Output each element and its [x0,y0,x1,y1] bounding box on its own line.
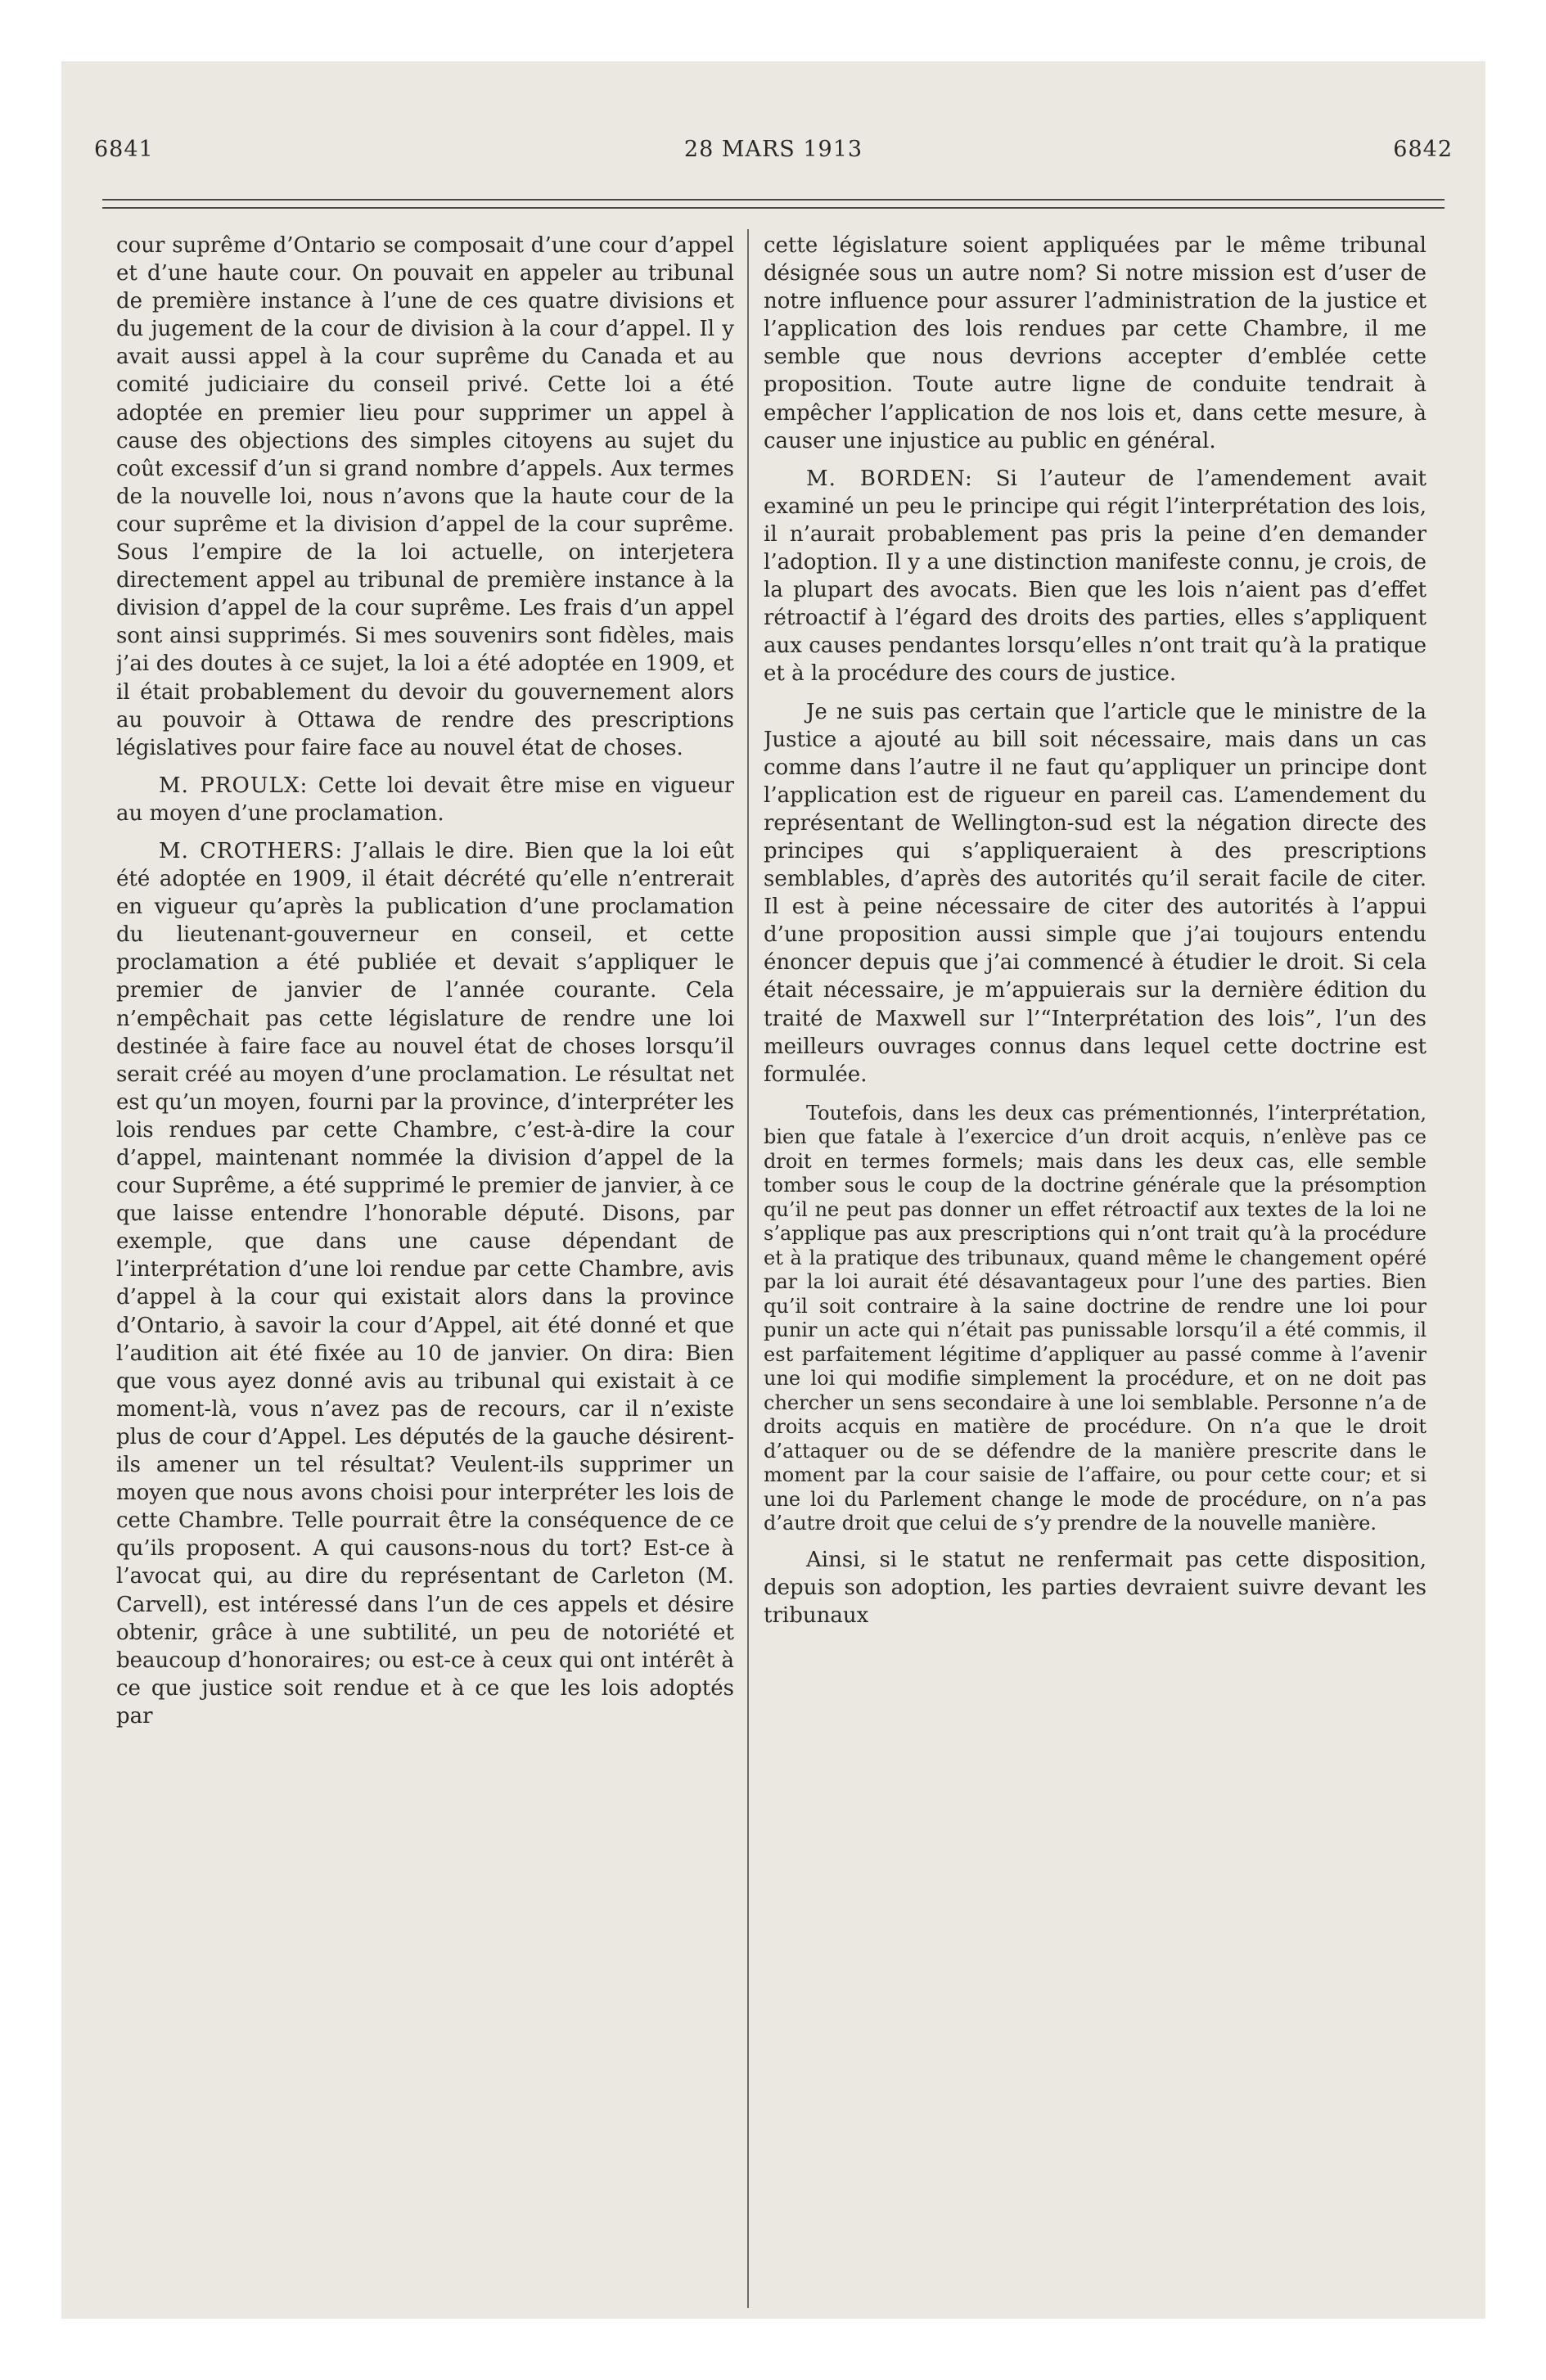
paragraph [764,465,1427,688]
paragraph-text: Je ne suis pas certain que l’article que le ministre de la Justice a ajouté au bill soit nécessaire, mais dans un cas comme dans l’autre il ne faut qu’appliquer un principe dont l’application est de rigueur en pareil cas. L’amendement du représentant de Wellington-sud est la négation directe des principes qui s’appliqueraient à des prescriptions semblables, d’après des autorités qu’il serait facile de citer. Il est à peine nécessaire de citer des autorités à l’appui d’une proposition aussi simple que j’ai toujours entendu énoncer depuis que j’ai commencé à étudier le droit. Si cela était nécessaire, je m’appuierais sur la dernière édition du traité de Maxwell sur l’“Interprétation des lois”, l’un des meilleurs ouvrages connus dans lequel cette doctrine est formulée. [764,699,1427,1087]
document-page [61,61,1485,2319]
page-header [94,137,1453,169]
paragraph [116,772,734,827]
paragraph [764,698,1427,1089]
paragraph [764,232,1427,455]
page-number-right: 6842 [1393,137,1453,162]
speaker-name: M. CROTHERS: [159,838,344,863]
paragraph-text: Si l’auteur de l’amendement avait examiné un peu le principe qui régit l’interprétation des lois, il n’aurait probablement pas pris la peine d’en demander l’adoption. Il y a une distinction manifeste connu, je crois, de la plupart des avocats. Bien que les lois n’aient pas d’effet rétroactif à l’égard des droits des parties, elles s’appliquent aux causes pendantes lorsqu’elles n’ont trait qu’à la pratique et à la procédure des cours de justice. [764,466,1427,687]
speaker-name: M. PROULX: [159,773,309,798]
paragraph-text: J’allais le dire. Bien que la loi eût été adoptée en 1909, il était décrété qu’elle n’entrerait en vigueur qu’après la publication d’une proclamation du lieutenant-gouverneur en conseil, et cette proclamation a été publiée et devait s’appliquer le premier de janvier de l’année courante. Cela n’empêchait pas cette législature de rendre une loi destinée à faire face au nouvel état de choses lorsqu’il serait créé au moyen d’une proclamation. Le résultat net est qu’un moyen, fourni par la province, d’interpréter les lois rendues par cette Chambre, c’est-à-dire la cour d’appel, maintenant nommée la division d’appel de la cour Suprême, a été supprimé le premier de janvier, à ce que laisse entendre l’honorable député. Disons, par exemple, que dans une cause dépendant de l’interprétation d’une loi rendue par cette Chambre, avis d’appel à la cour qui existait alors dans la province d’Ontario, à savoir la cour d’Appel, ait été donné et que l’audition ait été fixée au 10 de janvier. On dira: Bien que vous ayez donné avis au tribunal qui existait à ce moment-là, vous n’avez pas de recours, car il n’existe plus de cour d’Appel. Les députés de la gauche désirent-ils amener un tel résultat? Veulent-ils supprimer un moyen que nous avons choisi pour interpréter les lois de cette Chambre. Telle pourrait être la conséquence de ce qu’ils proposent. A qui causons-nous du tort? Est-ce à l’avocat qui, au dire du représentant de Carleton (M. Carvell), est intéressé dans l’un de ces appels et désire obtenir, grâce à une subtilité, un peu de notoriété et beaucoup d’honoraires; ou est-ce à ceux qui ont intérêt à ce que justice soit rendue et à ce que les lois adoptés par [116,838,734,1729]
quoted-passage [764,1102,1427,1536]
right-column [764,232,1427,2310]
page-date: 28 MARS 1913 [683,137,863,162]
speaker-name: M. BORDEN: [806,466,973,491]
paragraph-text: cette législature soient appliquées par le même tribunal désignée sous un autre nom? Si notre mission est d’user de notre influence pour assurer l’administration de la justice et l’application des lois rendues par cette Chambre, il me semble que nous devrions accepter d’emblée cette proposition. Toute autre ligne de conduite tendrait à empêcher l’application de nos lois et, dans cette mesure, à causer une injustice au public en général. [764,233,1427,453]
paragraph [764,1546,1427,1629]
paragraph [116,232,734,762]
paragraph-text: Toutefois, dans les deux cas prémentionnés, l’interprétation, bien que fatale à l’exercice d’un droit acquis, n’enlève pas ce droit en termes formels; mais dans les deux cas, elle semble tomber sous le coup de la doctrine générale que la présomption qu’il ne peut pas donner un effet rétroactif aux textes de la loi ne s’applique pas aux prescriptions qui n’ont trait qu’à la procédure et à la pratique des tribunaux, quand même le changement opéré par la loi aurait été désavantageux pour l’une des parties. Bien qu’il soit contraire à la saine doctrine de rendre une loi pour punir un acte qui n’était pas punissable lorsqu’il a été commis, il est parfaitement légitime d’appliquer au passé comme à l’avenir une loi qui modifie simplement la procédure, et on ne doit pas chercher un sens secondaire à une loi semblable. Personne n’a de droits acquis en matière de procédure. On n’a que le droit d’attaquer ou de se défendre de la manière prescrite dans le moment par la cour saisie de l’affaire, ou pour cette cour; et si une loi du Parlement change le mode de procédure, on n’a pas d’autre droit que celui de s’y prendre de la nouvelle manière. [764,1101,1427,1535]
paragraph-text: Cette loi devait être mise en vigueur au moyen d’une proclamation. [116,773,734,826]
paragraph [116,837,734,1730]
header-rule-bottom [102,207,1445,209]
page-number-left: 6841 [94,137,154,162]
left-column [116,232,734,2310]
column-divider [747,229,749,2308]
paragraph-text: cour suprême d’Ontario se composait d’une cour d’appel et d’une haute cour. On pouvait en appeler au tribunal de première instance à l’une de ces quatre divisions et du jugement de la cour de division à la cour d’appel. Il y avait aussi appel à la cour suprême du Canada et au comité judiciaire du conseil privé. Cette loi a été adoptée en premier lieu pour supprimer un appel à cause des objections des simples citoyens au sujet du coût excessif d’un si grand nombre d’appels. Aux termes de la nouvelle loi, nous n’avons que la haute cour de la cour suprême et la division d’appel de la cour suprême. Sous l’empire de la loi actuelle, on interjetera directement appel au tribunal de première instance à la division d’appel de la cour suprême. Les frais d’un appel sont ainsi supprimés. Si mes souvenirs sont fidèles, mais j’ai des doutes à ce sujet, la loi a été adoptée en 1909, et il était probablement du devoir du gouvernement alors au pouvoir à Ottawa de rendre des prescriptions législatives pour faire face au nouvel état de choses. [116,233,734,760]
header-rule-top [102,199,1445,201]
paragraph-text: Ainsi, si le statut ne renfermait pas cette disposition, depuis son adoption, les parties devraient suivre devant les tribunaux [764,1547,1427,1628]
